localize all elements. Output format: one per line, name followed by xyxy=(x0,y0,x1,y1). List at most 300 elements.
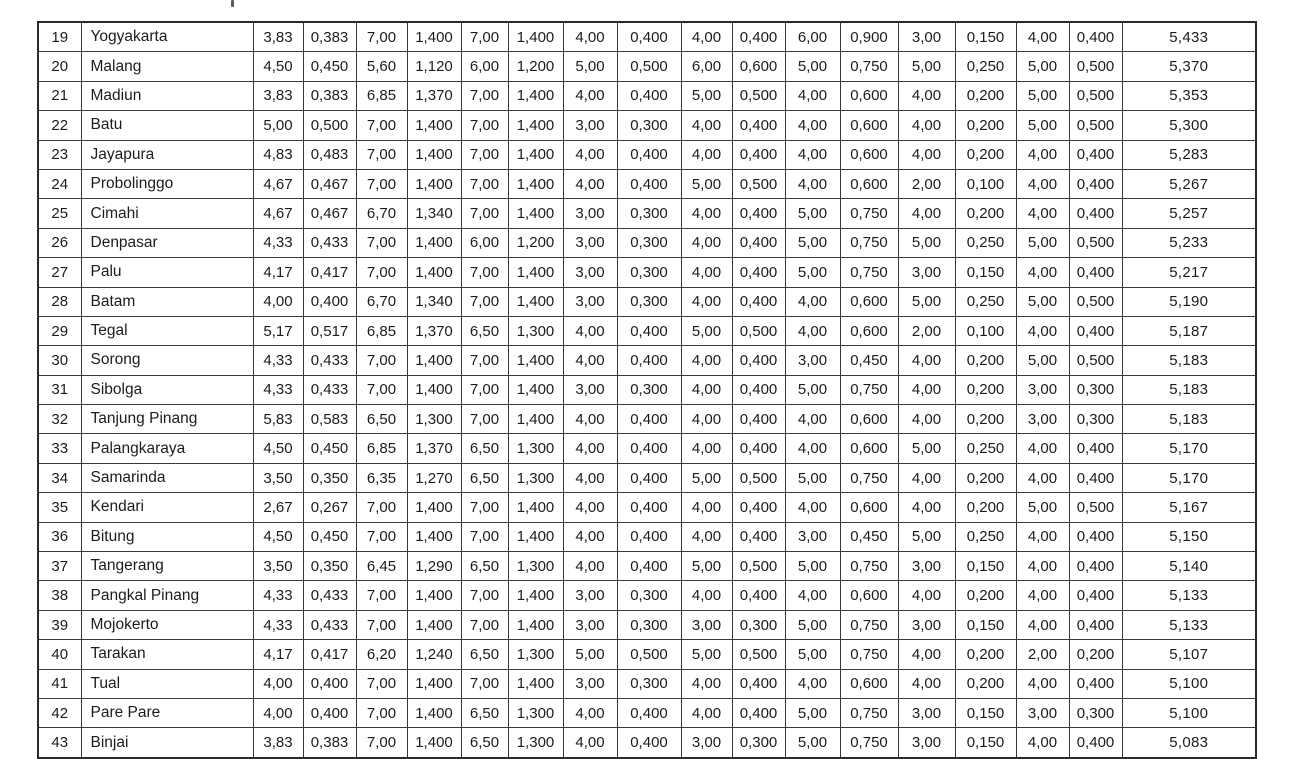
score-value-cell: 4,00 xyxy=(563,698,617,727)
score-value-cell: 6,00 xyxy=(785,22,840,52)
score-value-cell: 5,00 xyxy=(681,463,732,492)
score-value-cell: 0,400 xyxy=(617,698,681,727)
score-value-cell: 1,120 xyxy=(407,52,461,81)
score-value-cell: 5,00 xyxy=(1016,287,1069,316)
table-row xyxy=(38,698,1256,727)
row-number-cell: 24 xyxy=(38,169,81,198)
row-number-cell: 43 xyxy=(38,728,81,758)
total-score-cell: 5,150 xyxy=(1122,522,1256,551)
score-value-cell: 1,400 xyxy=(508,581,563,610)
score-value-cell: 5,00 xyxy=(563,640,617,669)
score-value-cell: 5,00 xyxy=(785,258,840,287)
score-value-cell: 0,417 xyxy=(303,640,356,669)
score-value-cell: 4,00 xyxy=(681,258,732,287)
score-value-cell: 0,400 xyxy=(1069,463,1122,492)
row-number-cell: 38 xyxy=(38,581,81,610)
city-name-cell: Tarakan xyxy=(81,640,253,669)
score-value-cell: 0,400 xyxy=(1069,522,1122,551)
score-value-cell: 0,400 xyxy=(617,552,681,581)
table-row xyxy=(38,522,1256,551)
score-value-cell: 0,200 xyxy=(955,405,1016,434)
score-value-cell: 0,400 xyxy=(617,728,681,758)
score-value-cell: 6,85 xyxy=(356,434,407,463)
score-value-cell: 5,00 xyxy=(785,698,840,727)
score-value-cell: 0,250 xyxy=(955,434,1016,463)
score-value-cell: 0,100 xyxy=(955,169,1016,198)
score-value-cell: 4,00 xyxy=(681,199,732,228)
score-value-cell: 1,200 xyxy=(508,52,563,81)
score-value-cell: 0,600 xyxy=(840,140,898,169)
score-value-cell: 5,00 xyxy=(1016,111,1069,140)
score-value-cell: 0,300 xyxy=(617,581,681,610)
score-value-cell: 0,600 xyxy=(840,169,898,198)
score-value-cell: 6,00 xyxy=(461,228,508,257)
score-value-cell: 3,00 xyxy=(898,22,955,52)
score-value-cell: 0,300 xyxy=(617,199,681,228)
score-value-cell: 4,00 xyxy=(1016,463,1069,492)
score-value-cell: 1,400 xyxy=(508,111,563,140)
score-value-cell: 3,00 xyxy=(563,199,617,228)
city-name-cell: Kendari xyxy=(81,493,253,522)
score-value-cell: 0,400 xyxy=(1069,316,1122,345)
score-value-cell: 0,433 xyxy=(303,610,356,639)
score-value-cell: 1,400 xyxy=(508,375,563,404)
score-value-cell: 0,250 xyxy=(955,228,1016,257)
score-value-cell: 4,17 xyxy=(253,258,303,287)
score-value-cell: 6,45 xyxy=(356,552,407,581)
score-value-cell: 0,500 xyxy=(732,552,785,581)
score-value-cell: 4,00 xyxy=(1016,22,1069,52)
score-value-cell: 6,50 xyxy=(461,728,508,758)
total-score-cell: 5,370 xyxy=(1122,52,1256,81)
score-value-cell: 0,383 xyxy=(303,81,356,110)
score-value-cell: 0,400 xyxy=(303,698,356,727)
city-name-cell: Tangerang xyxy=(81,552,253,581)
score-value-cell: 5,00 xyxy=(785,640,840,669)
score-value-cell: 4,00 xyxy=(563,346,617,375)
score-value-cell: 7,00 xyxy=(461,258,508,287)
table-row xyxy=(38,669,1256,698)
score-value-cell: 1,400 xyxy=(508,258,563,287)
score-value-cell: 5,00 xyxy=(681,81,732,110)
score-value-cell: 0,300 xyxy=(1069,698,1122,727)
score-value-cell: 5,00 xyxy=(681,316,732,345)
score-value-cell: 0,200 xyxy=(955,375,1016,404)
score-value-cell: 0,400 xyxy=(732,375,785,404)
score-value-cell: 4,00 xyxy=(898,493,955,522)
score-value-cell: 0,400 xyxy=(617,493,681,522)
score-value-cell: 4,00 xyxy=(253,698,303,727)
score-value-cell: 1,400 xyxy=(407,522,461,551)
row-number-cell: 36 xyxy=(38,522,81,551)
score-value-cell: 7,00 xyxy=(461,287,508,316)
city-name-cell: Tanjung Pinang xyxy=(81,405,253,434)
city-name-cell: Sibolga xyxy=(81,375,253,404)
score-value-cell: 4,00 xyxy=(898,140,955,169)
score-value-cell: 4,00 xyxy=(1016,316,1069,345)
score-value-cell: 6,50 xyxy=(461,640,508,669)
score-value-cell: 6,00 xyxy=(461,52,508,81)
score-value-cell: 0,200 xyxy=(955,81,1016,110)
city-name-cell: Palu xyxy=(81,258,253,287)
city-name-cell: Pangkal Pinang xyxy=(81,581,253,610)
score-value-cell: 0,400 xyxy=(617,346,681,375)
city-name-cell: Palangkaraya xyxy=(81,434,253,463)
score-value-cell: 7,00 xyxy=(356,169,407,198)
score-value-cell: 5,00 xyxy=(1016,493,1069,522)
score-value-cell: 1,400 xyxy=(508,346,563,375)
score-value-cell: 5,00 xyxy=(1016,228,1069,257)
score-value-cell: 4,00 xyxy=(785,111,840,140)
score-value-cell: 0,500 xyxy=(732,640,785,669)
score-value-cell: 0,400 xyxy=(732,669,785,698)
score-value-cell: 0,400 xyxy=(732,522,785,551)
score-value-cell: 4,00 xyxy=(785,434,840,463)
score-value-cell: 0,400 xyxy=(1069,728,1122,758)
table-row xyxy=(38,581,1256,610)
score-value-cell: 2,00 xyxy=(1016,640,1069,669)
city-name-cell: Jayapura xyxy=(81,140,253,169)
score-value-cell: 0,750 xyxy=(840,698,898,727)
score-value-cell: 4,83 xyxy=(253,140,303,169)
score-value-cell: 4,00 xyxy=(898,463,955,492)
row-number-cell: 39 xyxy=(38,610,81,639)
score-value-cell: 1,400 xyxy=(508,81,563,110)
total-score-cell: 5,133 xyxy=(1122,610,1256,639)
score-value-cell: 5,00 xyxy=(253,111,303,140)
score-value-cell: 6,00 xyxy=(681,52,732,81)
score-value-cell: 4,00 xyxy=(253,287,303,316)
score-value-cell: 3,00 xyxy=(563,111,617,140)
total-score-cell: 5,283 xyxy=(1122,140,1256,169)
score-value-cell: 0,750 xyxy=(840,610,898,639)
score-value-cell: 3,00 xyxy=(563,610,617,639)
score-value-cell: 1,400 xyxy=(508,522,563,551)
score-value-cell: 4,00 xyxy=(563,81,617,110)
score-value-cell: 4,00 xyxy=(1016,728,1069,758)
score-value-cell: 0,400 xyxy=(617,522,681,551)
score-value-cell: 0,433 xyxy=(303,228,356,257)
score-value-cell: 7,00 xyxy=(461,169,508,198)
score-value-cell: 3,00 xyxy=(1016,405,1069,434)
score-value-cell: 4,00 xyxy=(898,581,955,610)
row-number-cell: 41 xyxy=(38,669,81,698)
row-number-cell: 27 xyxy=(38,258,81,287)
score-value-cell: 4,17 xyxy=(253,640,303,669)
score-value-cell: 0,400 xyxy=(1069,22,1122,52)
score-value-cell: 1,300 xyxy=(508,640,563,669)
score-value-cell: 1,400 xyxy=(407,140,461,169)
score-value-cell: 4,00 xyxy=(1016,610,1069,639)
city-name-cell: Batu xyxy=(81,111,253,140)
score-value-cell: 0,400 xyxy=(617,405,681,434)
score-value-cell: 3,00 xyxy=(785,522,840,551)
total-score-cell: 5,233 xyxy=(1122,228,1256,257)
score-value-cell: 7,00 xyxy=(461,522,508,551)
score-value-cell: 0,400 xyxy=(732,140,785,169)
score-value-cell: 4,00 xyxy=(898,405,955,434)
score-value-cell: 0,600 xyxy=(840,111,898,140)
score-value-cell: 3,83 xyxy=(253,22,303,52)
row-number-cell: 31 xyxy=(38,375,81,404)
score-value-cell: 7,00 xyxy=(461,140,508,169)
score-value-cell: 4,00 xyxy=(1016,669,1069,698)
city-name-cell: Malang xyxy=(81,52,253,81)
score-value-cell: 0,600 xyxy=(840,581,898,610)
score-value-cell: 0,750 xyxy=(840,228,898,257)
score-value-cell: 0,300 xyxy=(732,610,785,639)
score-value-cell: 7,00 xyxy=(356,375,407,404)
total-score-cell: 5,183 xyxy=(1122,405,1256,434)
score-value-cell: 4,00 xyxy=(1016,581,1069,610)
score-value-cell: 5,00 xyxy=(563,52,617,81)
score-value-cell: 5,00 xyxy=(785,52,840,81)
score-value-cell: 0,200 xyxy=(955,669,1016,698)
score-value-cell: 4,00 xyxy=(681,22,732,52)
score-value-cell: 0,400 xyxy=(1069,669,1122,698)
table-row xyxy=(38,199,1256,228)
city-scores-table-body xyxy=(38,22,1256,758)
score-value-cell: 5,60 xyxy=(356,52,407,81)
row-number-cell: 32 xyxy=(38,405,81,434)
score-value-cell: 0,150 xyxy=(955,22,1016,52)
table-row xyxy=(38,434,1256,463)
score-value-cell: 7,00 xyxy=(356,22,407,52)
table-row xyxy=(38,287,1256,316)
score-value-cell: 4,00 xyxy=(253,669,303,698)
score-value-cell: 4,00 xyxy=(681,228,732,257)
total-score-cell: 5,353 xyxy=(1122,81,1256,110)
score-value-cell: 0,400 xyxy=(732,581,785,610)
score-value-cell: 0,400 xyxy=(732,258,785,287)
row-number-cell: 25 xyxy=(38,199,81,228)
score-value-cell: 7,00 xyxy=(356,610,407,639)
row-number-cell: 34 xyxy=(38,463,81,492)
table-row xyxy=(38,552,1256,581)
score-value-cell: 0,500 xyxy=(732,81,785,110)
score-value-cell: 6,20 xyxy=(356,640,407,669)
score-value-cell: 5,00 xyxy=(681,552,732,581)
score-value-cell: 0,200 xyxy=(955,493,1016,522)
score-value-cell: 4,00 xyxy=(681,140,732,169)
score-value-cell: 4,00 xyxy=(681,287,732,316)
score-value-cell: 1,400 xyxy=(508,22,563,52)
score-value-cell: 4,00 xyxy=(785,140,840,169)
table-row xyxy=(38,258,1256,287)
city-name-cell: Binjai xyxy=(81,728,253,758)
table-row xyxy=(38,346,1256,375)
score-value-cell: 0,483 xyxy=(303,140,356,169)
score-value-cell: 1,400 xyxy=(508,405,563,434)
score-value-cell: 0,300 xyxy=(617,669,681,698)
score-value-cell: 3,00 xyxy=(785,346,840,375)
score-value-cell: 0,400 xyxy=(1069,610,1122,639)
score-value-cell: 7,00 xyxy=(356,140,407,169)
score-value-cell: 0,150 xyxy=(955,258,1016,287)
table-row xyxy=(38,111,1256,140)
table-row xyxy=(38,316,1256,345)
score-value-cell: 7,00 xyxy=(356,669,407,698)
score-value-cell: 4,00 xyxy=(681,434,732,463)
score-value-cell: 0,400 xyxy=(732,22,785,52)
score-value-cell: 6,85 xyxy=(356,316,407,345)
score-value-cell: 0,400 xyxy=(732,111,785,140)
table-row xyxy=(38,81,1256,110)
score-value-cell: 5,17 xyxy=(253,316,303,345)
score-value-cell: 0,450 xyxy=(840,522,898,551)
score-value-cell: 0,600 xyxy=(840,287,898,316)
table-row xyxy=(38,405,1256,434)
score-value-cell: 4,00 xyxy=(898,640,955,669)
score-value-cell: 0,300 xyxy=(617,258,681,287)
score-value-cell: 4,33 xyxy=(253,228,303,257)
city-name-cell: Tual xyxy=(81,669,253,698)
score-value-cell: 0,600 xyxy=(840,81,898,110)
score-value-cell: 0,400 xyxy=(1069,258,1122,287)
score-value-cell: 7,00 xyxy=(461,581,508,610)
score-value-cell: 4,00 xyxy=(1016,140,1069,169)
total-score-cell: 5,183 xyxy=(1122,346,1256,375)
score-value-cell: 7,00 xyxy=(356,258,407,287)
score-value-cell: 4,00 xyxy=(563,169,617,198)
score-value-cell: 7,00 xyxy=(461,405,508,434)
score-value-cell: 5,00 xyxy=(898,522,955,551)
score-value-cell: 0,200 xyxy=(955,140,1016,169)
score-value-cell: 4,00 xyxy=(563,140,617,169)
score-value-cell: 0,400 xyxy=(1069,199,1122,228)
score-value-cell: 3,00 xyxy=(1016,375,1069,404)
row-number-cell: 30 xyxy=(38,346,81,375)
score-value-cell: 1,240 xyxy=(407,640,461,669)
score-value-cell: 5,00 xyxy=(785,199,840,228)
score-value-cell: 0,600 xyxy=(840,316,898,345)
city-name-cell: Probolinggo xyxy=(81,169,253,198)
score-value-cell: 4,00 xyxy=(563,493,617,522)
row-number-cell: 33 xyxy=(38,434,81,463)
score-value-cell: 4,33 xyxy=(253,610,303,639)
score-value-cell: 0,200 xyxy=(1069,640,1122,669)
score-value-cell: 1,400 xyxy=(508,287,563,316)
score-value-cell: 3,00 xyxy=(563,287,617,316)
score-value-cell: 0,250 xyxy=(955,287,1016,316)
row-number-cell: 37 xyxy=(38,552,81,581)
score-value-cell: 4,00 xyxy=(898,199,955,228)
score-value-cell: 4,00 xyxy=(681,669,732,698)
score-value-cell: 6,70 xyxy=(356,199,407,228)
score-value-cell: 6,50 xyxy=(356,405,407,434)
score-value-cell: 0,583 xyxy=(303,405,356,434)
city-name-cell: Batam xyxy=(81,287,253,316)
score-value-cell: 4,50 xyxy=(253,434,303,463)
score-value-cell: 3,00 xyxy=(563,258,617,287)
score-value-cell: 4,33 xyxy=(253,581,303,610)
score-value-cell: 0,400 xyxy=(1069,140,1122,169)
score-value-cell: 0,400 xyxy=(617,140,681,169)
score-value-cell: 0,750 xyxy=(840,640,898,669)
score-value-cell: 1,400 xyxy=(508,610,563,639)
score-value-cell: 7,00 xyxy=(461,610,508,639)
score-value-cell: 3,00 xyxy=(898,610,955,639)
score-value-cell: 4,00 xyxy=(785,81,840,110)
score-value-cell: 1,400 xyxy=(407,493,461,522)
score-value-cell: 4,50 xyxy=(253,52,303,81)
score-value-cell: 2,00 xyxy=(898,316,955,345)
score-value-cell: 1,300 xyxy=(508,552,563,581)
score-value-cell: 0,400 xyxy=(617,81,681,110)
score-value-cell: 7,00 xyxy=(356,728,407,758)
score-value-cell: 7,00 xyxy=(461,669,508,698)
table-row xyxy=(38,610,1256,639)
score-value-cell: 4,33 xyxy=(253,346,303,375)
score-value-cell: 6,50 xyxy=(461,434,508,463)
score-value-cell: 1,400 xyxy=(407,375,461,404)
score-value-cell: 4,00 xyxy=(785,405,840,434)
score-value-cell: 6,35 xyxy=(356,463,407,492)
score-value-cell: 4,00 xyxy=(681,698,732,727)
score-value-cell: 7,00 xyxy=(461,81,508,110)
city-name-cell: Cimahi xyxy=(81,199,253,228)
city-name-cell: Bitung xyxy=(81,522,253,551)
score-value-cell: 3,00 xyxy=(681,610,732,639)
row-number-cell: 26 xyxy=(38,228,81,257)
score-value-cell: 1,400 xyxy=(407,346,461,375)
score-value-cell: 3,00 xyxy=(898,258,955,287)
city-scores-table xyxy=(37,21,1257,759)
score-value-cell: 0,500 xyxy=(1069,287,1122,316)
score-value-cell: 5,00 xyxy=(785,728,840,758)
score-value-cell: 0,300 xyxy=(617,375,681,404)
score-value-cell: 4,00 xyxy=(785,169,840,198)
score-value-cell: 0,100 xyxy=(955,316,1016,345)
score-value-cell: 6,50 xyxy=(461,698,508,727)
city-name-cell: Pare Pare xyxy=(81,698,253,727)
score-value-cell: 4,67 xyxy=(253,199,303,228)
score-value-cell: 7,00 xyxy=(461,346,508,375)
score-value-cell: 0,900 xyxy=(840,22,898,52)
score-value-cell: 6,70 xyxy=(356,287,407,316)
score-value-cell: 0,417 xyxy=(303,258,356,287)
total-score-cell: 5,133 xyxy=(1122,581,1256,610)
score-value-cell: 0,300 xyxy=(617,610,681,639)
score-value-cell: 3,83 xyxy=(253,728,303,758)
total-score-cell: 5,107 xyxy=(1122,640,1256,669)
total-score-cell: 5,217 xyxy=(1122,258,1256,287)
score-value-cell: 5,00 xyxy=(785,463,840,492)
score-value-cell: 0,500 xyxy=(732,316,785,345)
row-number-cell: 35 xyxy=(38,493,81,522)
score-value-cell: 0,400 xyxy=(1069,434,1122,463)
score-value-cell: 0,517 xyxy=(303,316,356,345)
score-value-cell: 0,450 xyxy=(303,52,356,81)
score-value-cell: 0,200 xyxy=(955,640,1016,669)
score-value-cell: 4,00 xyxy=(785,493,840,522)
score-value-cell: 0,400 xyxy=(1069,581,1122,610)
score-value-cell: 0,300 xyxy=(1069,405,1122,434)
score-value-cell: 0,150 xyxy=(955,552,1016,581)
score-value-cell: 4,00 xyxy=(681,493,732,522)
score-value-cell: 4,00 xyxy=(785,316,840,345)
score-value-cell: 4,00 xyxy=(563,434,617,463)
row-number-cell: 23 xyxy=(38,140,81,169)
score-value-cell: 4,00 xyxy=(1016,258,1069,287)
score-value-cell: 0,300 xyxy=(617,111,681,140)
score-value-cell: 4,00 xyxy=(563,728,617,758)
score-value-cell: 1,400 xyxy=(508,493,563,522)
score-value-cell: 0,400 xyxy=(732,287,785,316)
score-value-cell: 3,00 xyxy=(563,581,617,610)
score-value-cell: 0,400 xyxy=(732,346,785,375)
score-value-cell: 0,500 xyxy=(1069,493,1122,522)
